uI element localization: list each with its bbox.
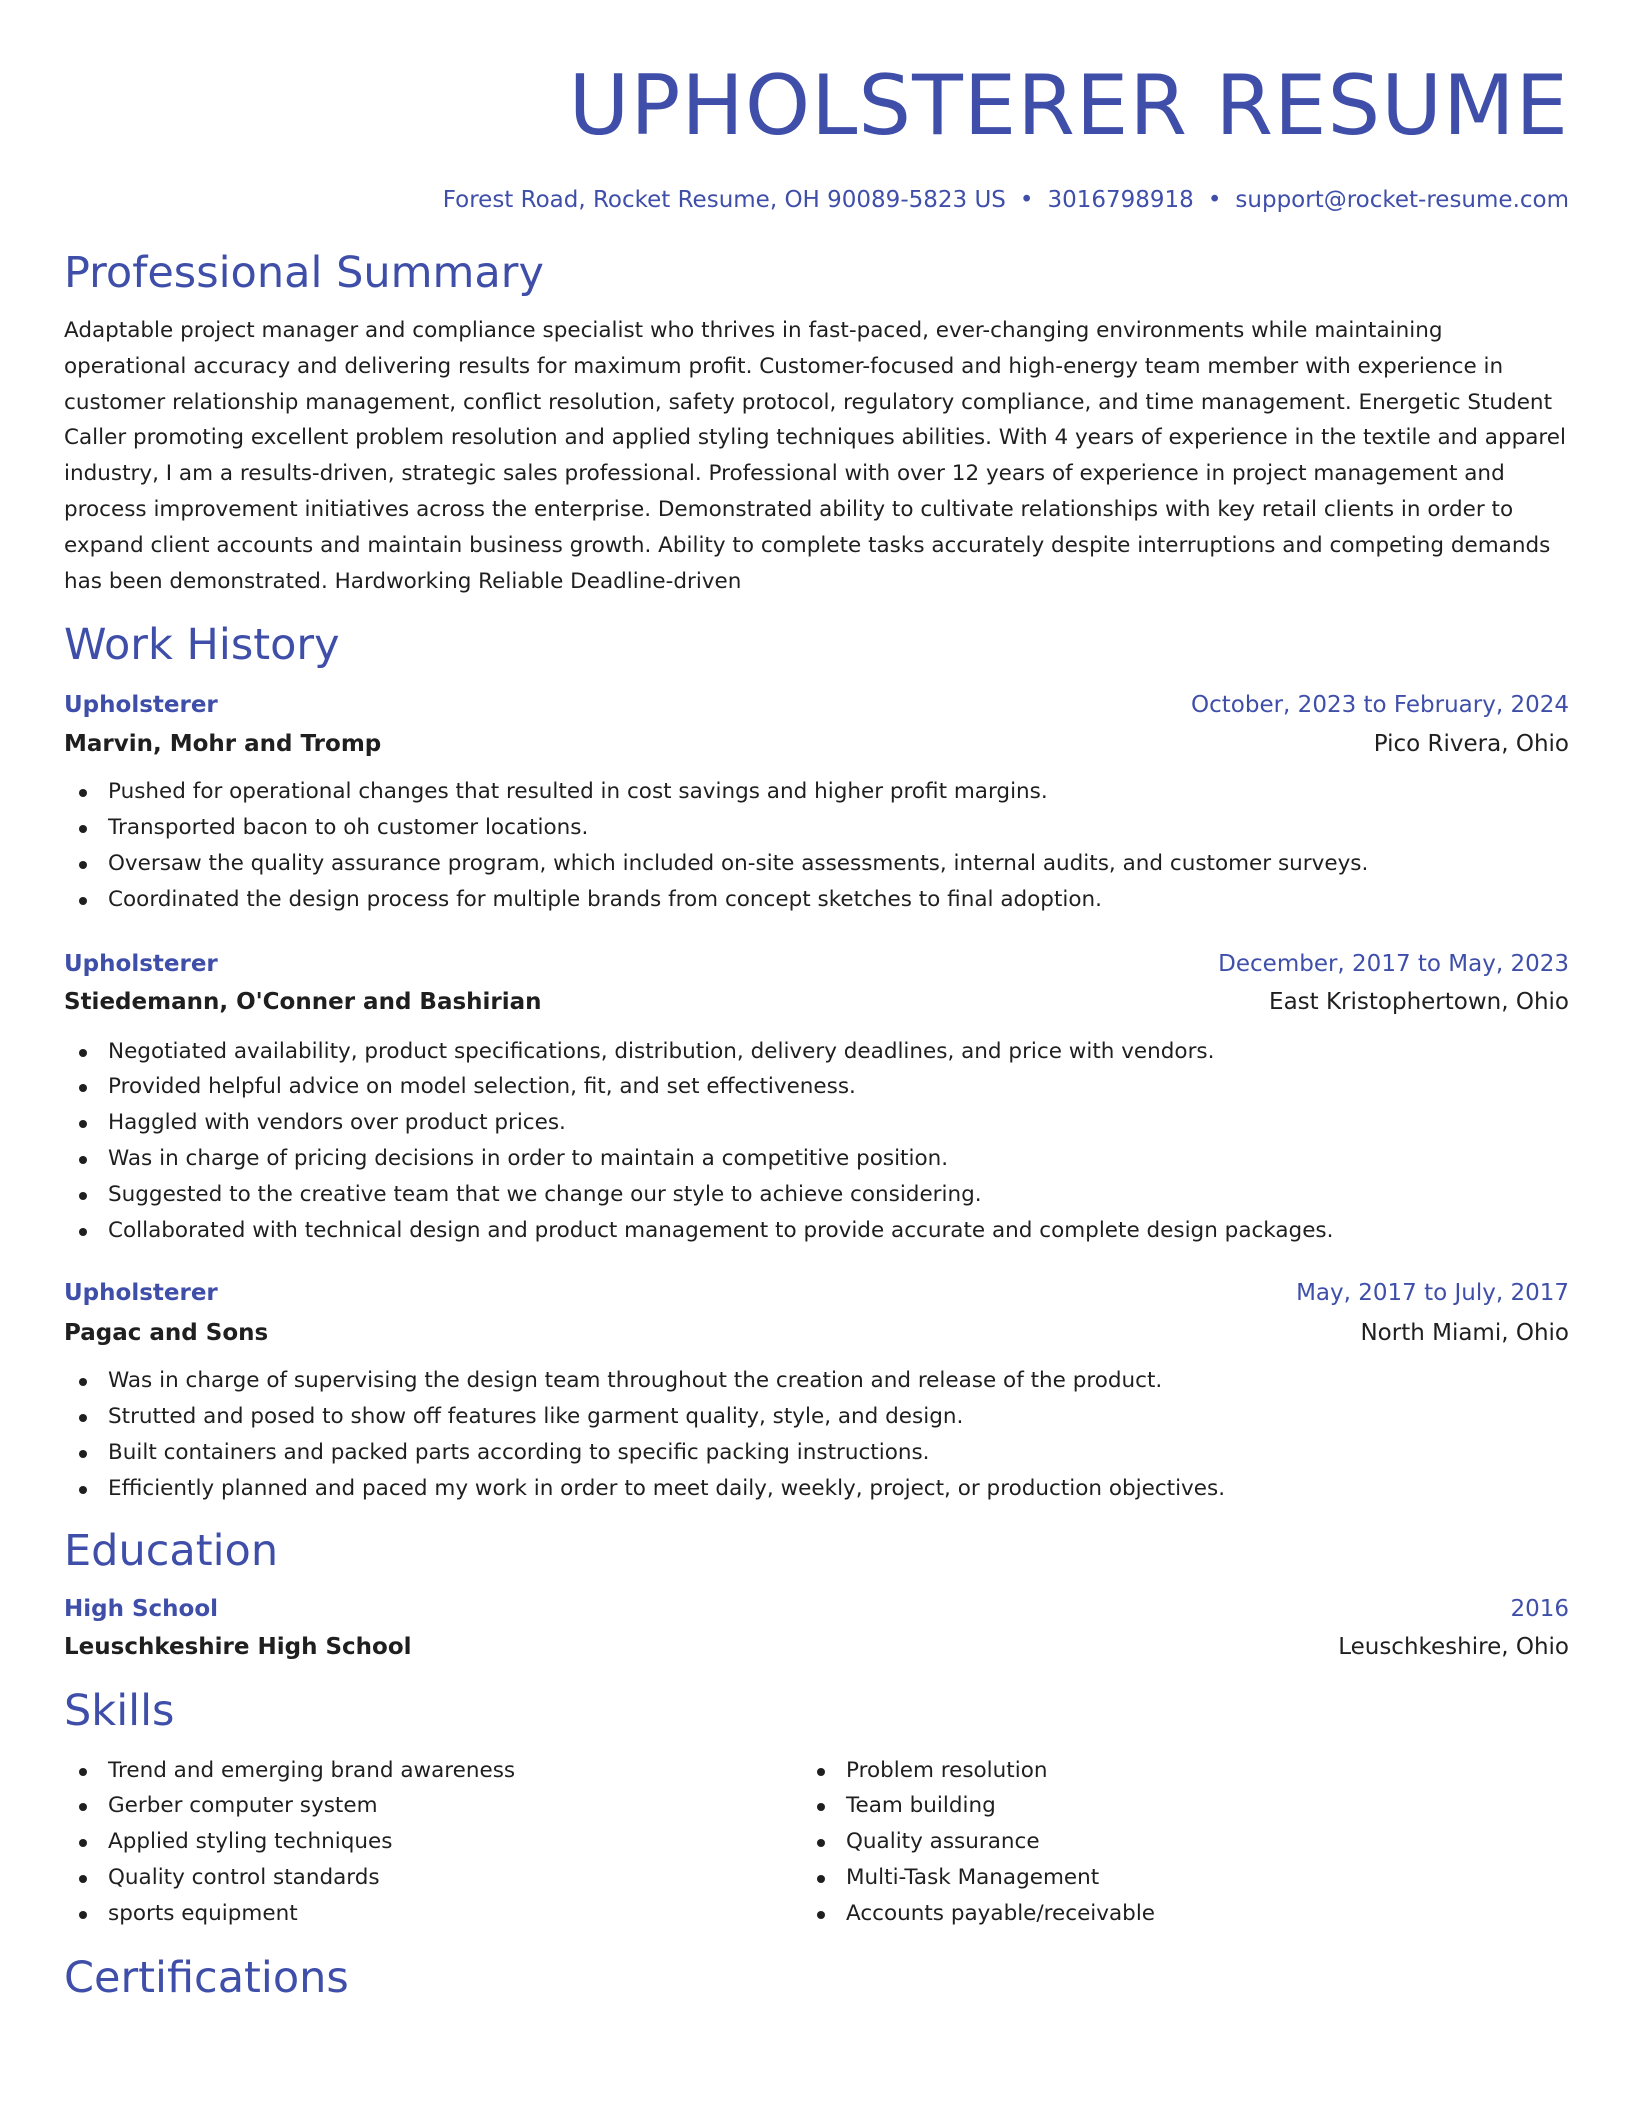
resume-title: UPHOLSTERER RESUME [568,57,1569,154]
job-title: Upholsterer [64,950,218,977]
job-location: East Kristophertown, Ohio [1269,988,1569,1015]
skills-grid [64,1753,1569,1932]
education-subheader [64,1631,1569,1663]
contact-email[interactable]: support@rocket-resume.com [1235,187,1569,213]
list-item: Negotiated availability, product specifications, distribution, delivery deadlines, and price with vendors. [64,1034,1569,1070]
skills-heading: Skills [64,1685,175,1736]
list-item: Haggled with vendors over product prices. [64,1105,1569,1141]
job-subheader [64,986,1569,1018]
list-item: Coordinated the design process for multiple brands from concept sketches to final adoption. [64,882,1569,918]
job-subheader [64,1317,1569,1349]
education-year: 2016 [1510,1595,1569,1622]
job-bullets [64,1034,1569,1249]
skills-column-right [802,1753,1540,1932]
job-subheader [64,728,1569,760]
list-item: Built containers and packed parts according to specific packing instructions. [64,1435,1569,1471]
list-item: Suggested to the creative team that we change our style to achieve considering. [64,1177,1569,1213]
skill-item: Trend and emerging brand awareness [64,1753,802,1789]
job-title: Upholsterer [64,1280,218,1307]
job-location: North Miami, Ohio [1360,1320,1569,1347]
job-header [64,948,1569,980]
list-item: Pushed for operational changes that resulted in cost savings and higher profit margins. [64,774,1569,810]
education-header [64,1593,1569,1625]
job-dates: May, 2017 to July, 2017 [1296,1280,1569,1307]
job-entry [64,948,1569,1249]
skill-item: Problem resolution [802,1753,1540,1789]
skill-item: Applied styling techniques [64,1824,802,1860]
job-company: Marvin, Mohr and Tromp [64,731,382,758]
contact-separator: • [1019,187,1034,213]
education-degree: High School [64,1595,219,1622]
work-history-heading: Work History [64,620,340,671]
job-header [64,1277,1569,1309]
contact-separator: • [1207,187,1222,213]
list-item: Strutted and posed to show off features like garment quality, style, and design. [64,1399,1569,1435]
job-title: Upholsterer [64,692,218,719]
contact-address: Forest Road, Rocket Resume, OH 90089-5823 US [442,187,1006,213]
skill-item: Quality assurance [802,1824,1540,1860]
contact-line [64,184,1569,216]
skill-item: sports equipment [64,1896,802,1932]
list-item: Efficiently planned and paced my work in order to meet daily, weekly, project, or production objectives. [64,1471,1569,1507]
job-dates: October, 2023 to February, 2024 [1191,692,1569,719]
job-location: Pico Rivera, Ohio [1373,731,1569,758]
list-item: Collaborated with technical design and product management to provide accurate and complete design packages. [64,1213,1569,1249]
job-bullets [64,1363,1569,1506]
summary-heading: Professional Summary [64,248,544,298]
skill-item: Team building [802,1788,1540,1824]
contact-phone: 3016798918 [1047,187,1194,213]
list-item: Transported bacon to oh customer locations. [64,810,1569,846]
job-bullets [64,774,1569,917]
job-company: Pagac and Sons [64,1320,269,1347]
education-school: Leuschkeshire High School [64,1633,412,1660]
summary-text: Adaptable project manager and compliance specialist who thrives in fast-paced, ever-changing environments while maintaining operational accuracy and delivering results for maximum profit. Customer-focused and high-energy team member with experience in customer relationship management, conflict resolution, safety protocol, regulatory compliance, and time management. Energetic Student Caller promoting excellent problem resolution and applied styling techniques abilities. With 4 years of experience in the textile and apparel industry, I am a results-driven, strategic sales professional. Professional with over 12 years of experience in project management and process improvement initiatives across the enterprise. Demonstrated ability to cultivate relationships with key retail clients in order to expand client accounts and maintain business growth. Ability to complete tasks accurately despite interruptions and competing demands has been demonstrated. Hardworking Reliable Deadline-driven [64,318,1566,594]
list-item: Provided helpful advice on model selection, fit, and set effectiveness. [64,1069,1569,1105]
job-dates: December, 2017 to May, 2023 [1218,950,1569,977]
job-company: Stiedemann, O'Conner and Bashirian [64,988,542,1015]
skill-item: Accounts payable/receivable [802,1896,1540,1932]
job-entry [64,689,1569,917]
skill-item: Multi-Task Management [802,1860,1540,1896]
skill-item: Gerber computer system [64,1788,802,1824]
education-entry [64,1593,1569,1663]
skills-column-left [64,1753,802,1932]
list-item: Was in charge of pricing decisions in order to maintain a competitive position. [64,1141,1569,1177]
education-location: Leuschkeshire, Ohio [1338,1633,1569,1660]
list-item: Was in charge of supervising the design team throughout the creation and release of the product. [64,1363,1569,1399]
list-item: Oversaw the quality assurance program, which included on-site assessments, internal audits, and customer surveys. [64,846,1569,882]
job-header [64,689,1569,721]
education-heading: Education [64,1525,279,1576]
skill-item: Quality control standards [64,1860,802,1896]
job-entry [64,1277,1569,1506]
certifications-heading: Certifications [64,1952,349,2003]
